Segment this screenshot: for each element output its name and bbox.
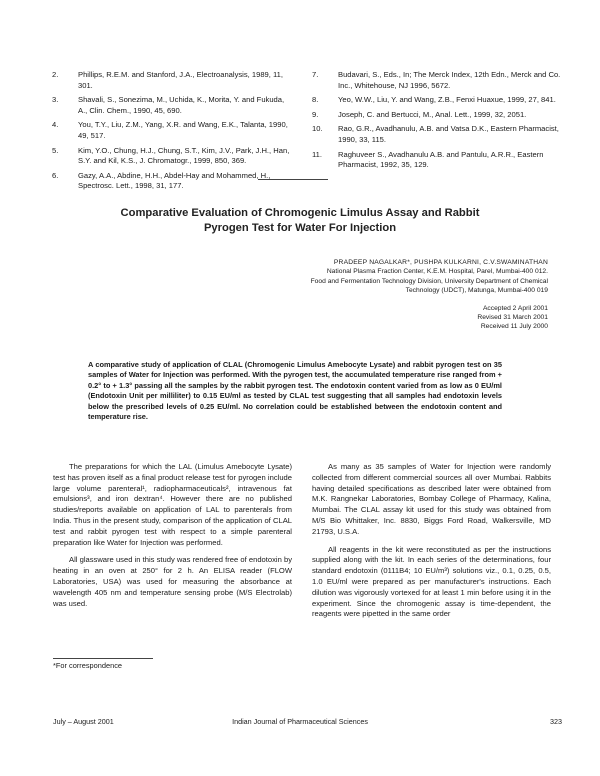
footnote-divider (53, 658, 153, 659)
article-dates (218, 304, 548, 332)
article-title (40, 206, 560, 235)
reference-number: 8. (312, 95, 319, 105)
reference-item (312, 150, 564, 171)
accepted-date: Accepted 2 April 2001 (482, 304, 548, 312)
title-line-1: Comparative Evaluation of Chromogenic Limulus Assay and Rabbit (120, 207, 480, 219)
reference-item (52, 146, 292, 167)
revised-date: Revised 31 March 2001 (477, 314, 548, 322)
reference-number: 4. (52, 120, 59, 130)
body-paragraph: As many as 35 samples of Water for Injection were randomly collected from different commercial sources all over Mumbai. Rabbits having detailed specifications as described later were obtained from M.K. Rangnekar Laboratories, Bombay College of Pharmacy, Kalina, Mumbai. The CLAL assay kit used for this study was obtained from M/S Bio Whittaker, Inc. 8830, Biggs Ford Road, Walkersville, MD 21793, U.S.A. (312, 462, 551, 536)
reference-item (52, 70, 292, 91)
reference-number: 9. (312, 109, 319, 119)
author-block (218, 258, 548, 332)
reference-text: Rao, G.R., Avadhanulu, A.B. and Vatsa D.K., Eastern Pharmacist, 1990, 33, 115. (338, 124, 559, 144)
reference-text: You, T.Y., Liu, Z.M., Yang, X.R. and Wang, E.K., Talanta, 1990, 49, 517. (78, 120, 288, 140)
reference-item (312, 70, 564, 91)
reference-text: Kim, Y.O., Chung, H.J., Chung, S.T., Kim, J.V., Park, J.H., Han, S.Y. and Kil, K.S., J. Chromatogr., 1999, 850, 369. (78, 145, 290, 166)
footer-page-number: 323 (550, 717, 562, 726)
reference-item (52, 120, 292, 141)
reference-item (52, 171, 292, 192)
body-paragraph: All reagents in the kit were reconstituted as per the instructions supplied along with the kit. In each series of the determinations, four standard endotoxin (0111B4; 10 EU/m³) solutions viz., 0.1, 0.25, 0.5, 1.0 EU/ml were prepared as per manufacturer's instructions. Each dilution was vigorously vortexed for at least 1 min before using it in the experiment. Since the chromogenic assay is time-dependent, the reagents were pipetted in the same order (312, 544, 551, 619)
reference-number: 7. (312, 70, 319, 79)
reference-item (312, 95, 564, 106)
title-line-2: Pyrogen Test for Water For Injection (203, 221, 397, 234)
reference-text: Gazy, A.A., Abdine, H.H., Abdel-Hay and Mohammed, H., Spectrosc. Lett., 1998, 31, 177. (78, 170, 271, 191)
affiliation-3: Technology (UDCT), Matunga, Mumbai-400 019 (405, 287, 548, 295)
reference-number: 3. (52, 95, 59, 105)
reference-item (312, 124, 564, 145)
reference-text: Phillips, R.E.M. and Stanford, J.A., Electroanalysis, 1989, 11, 301. (78, 70, 283, 90)
footer-date: July – August 2001 (53, 717, 114, 726)
reference-text: Joseph, C. and Bertucci, M., Anal. Lett., 1999, 32, 2051. (338, 109, 527, 119)
reference-text: Raghuveer S., Avadhanulu A.B. and Pantulu, A.R.R., Eastern Pharmacist, 1992, 35, 129. (338, 149, 544, 170)
reference-item (312, 110, 564, 121)
reference-text: Yeo, W.W., Liu, Y. and Wang, Z.B., Fenxi Huaxue, 1999, 27, 841. (338, 95, 556, 105)
author-names: PRADEEP NAGALKAR*, PUSHPA KULKARNI, C.V.SWAMINATHAN (333, 259, 548, 266)
reference-number: 5. (52, 145, 59, 155)
footer-journal: Indian Journal of Pharmaceutical Sciences (232, 717, 368, 726)
affiliation-2: Food and Fermentation Technology Division, University Department of Chemical (310, 277, 548, 285)
body-paragraph: The preparations for which the LAL (Limulus Amebocyte Lysate) test has proven itself as a final product release test for pyrogen include large volume parenteral¹, radiopharmaceuticals², intravenous fat emulsions³, and iron dextran⁴. However there are no published studies/reports available on application of LAL to parenterals from India. Thus in the present study, comparison of the application of CLAL test and rabbit pyrogen test with respect to a simple parenteral preparation like Water for Injection was performed. (53, 462, 292, 547)
reference-number: 2. (52, 70, 59, 79)
reference-number: 11. (312, 149, 322, 159)
reference-text: Shavali, S., Sonezima, M., Uchida, K., Morita, Y. and Fukuda, A., Clin. Chem., 1990, 45, 690. (78, 95, 285, 115)
abstract: A comparative study of application of CLAL (Chromogenic Limulus Amebocyte Lysate) and rabbit pyrogen test on 35 samples of Water for Injection was performed. With the pyrogen test, the accumulated temperature rise ranged from + 0.2° to + 1.3° passing all the samples by the rabbit pyrogen test. The endotoxin content varied from as low as 0 EU/ml (Endotoxin Unit per milliliter) to 0.15 EU/ml as tested by CLAL test suggesting that all samples had endotoxin levels below the prescribed levels of 0.25 EU/ml. No correlation could be established between the endotoxin content and temperature rise. (88, 360, 502, 422)
body-column-right (312, 462, 551, 627)
affiliation-1: National Plasma Fraction Center, K.E.M. Hospital, Parel, Mumbai-400 012. (326, 268, 548, 276)
body-column-left (53, 462, 292, 616)
reference-item (52, 95, 292, 116)
references-left (52, 70, 292, 196)
reference-number: 6. (52, 170, 59, 180)
references-right (312, 70, 564, 175)
received-date: Received 11 July 2000 (480, 323, 548, 331)
section-divider (258, 179, 328, 180)
reference-text: Budavari, S., Eds., In; The Merck Index, 12th Edn., Merck and Co. Inc., Whitehouse, NJ 1996, 5672. (338, 70, 561, 90)
body-paragraph: All glassware used in this study was rendered free of endotoxin by heating in an oven at 250° for 2 h. An ELISA reader (FLOW Laboratories, USA) was used for measuring the absorbance at wavelength 405 nm and temperature sensing probe (M/S Electrolab) was used. (53, 555, 292, 608)
footnote: *For correspondence (53, 661, 123, 670)
reference-number: 10. (312, 124, 323, 134)
